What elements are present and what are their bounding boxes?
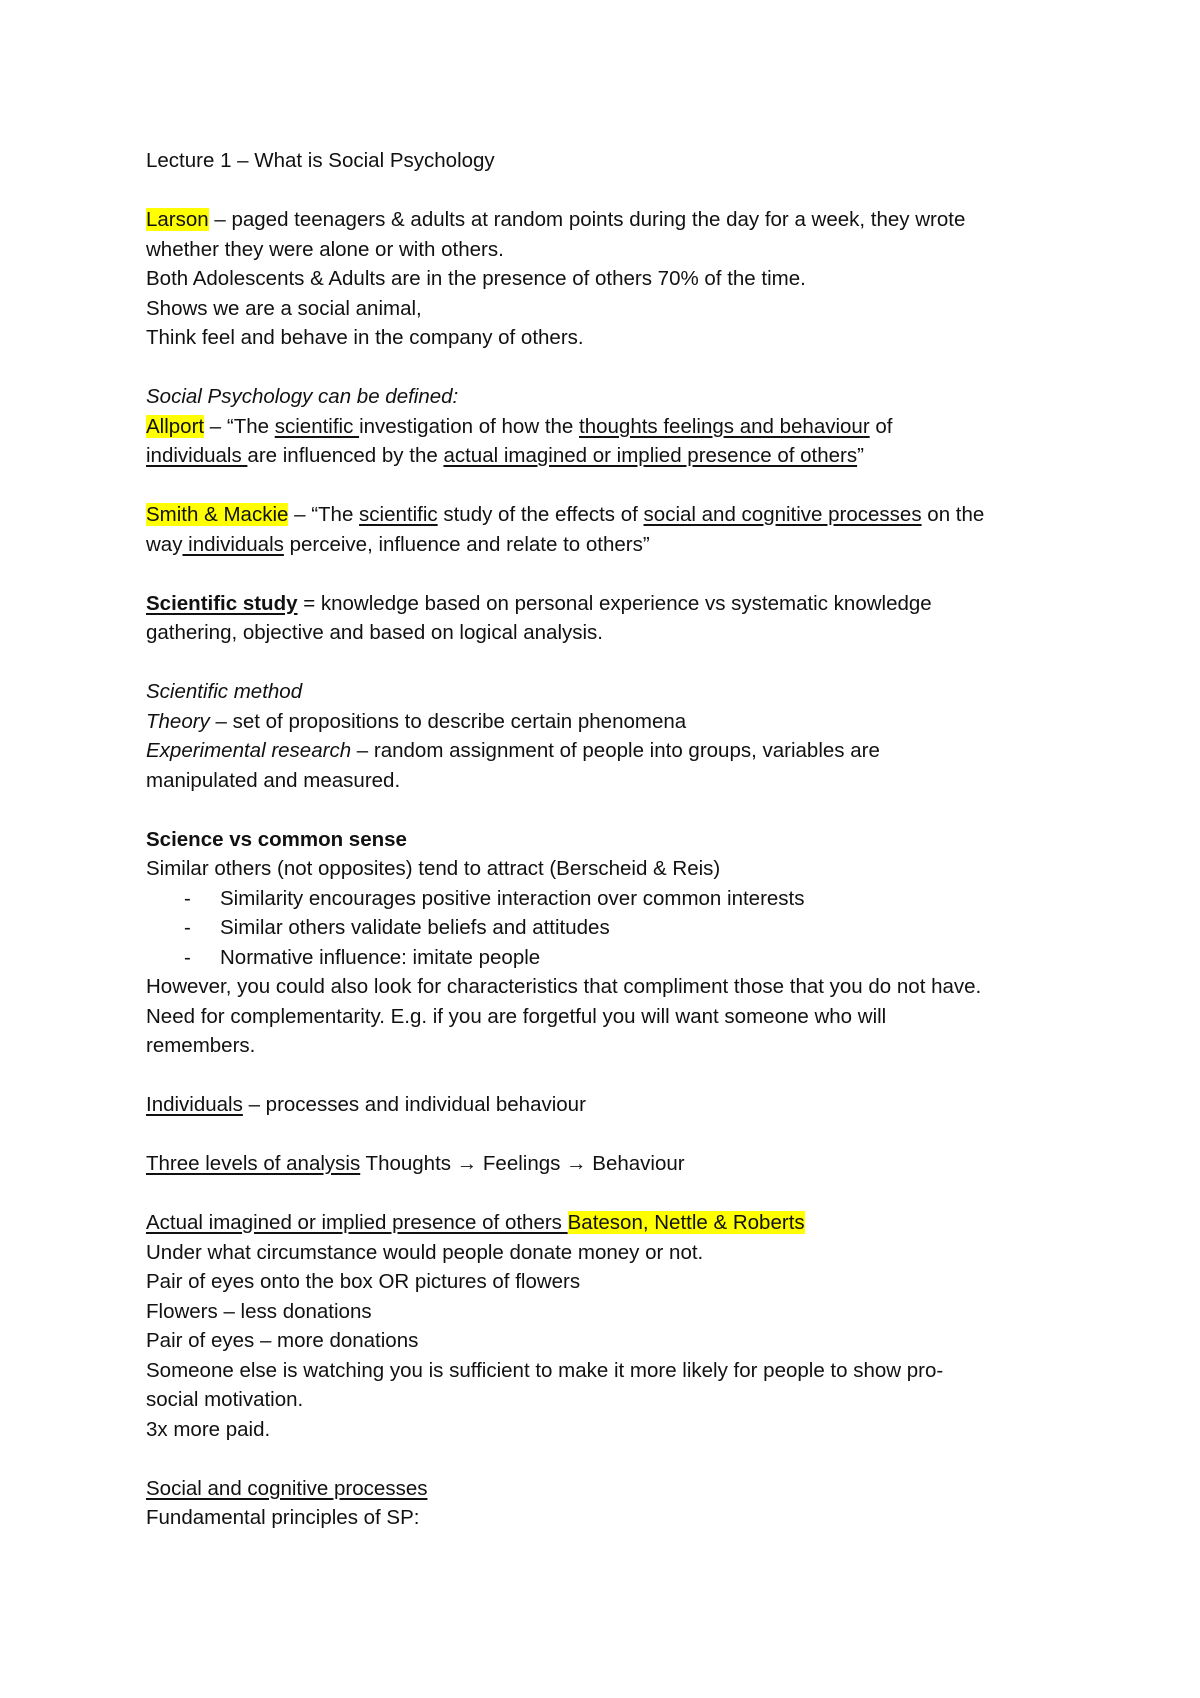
presence-line: social motivation. [146, 1388, 304, 1411]
individuals-line [146, 1090, 1086, 1120]
science-heading: Science vs common sense [146, 827, 407, 851]
processes-line-1: Fundamental principles of SP: [146, 1506, 420, 1529]
science-line-4: remembers. [146, 1034, 256, 1057]
presence-line: Under what circumstance would people donate money or not. [146, 1240, 704, 1264]
spacer [146, 353, 1086, 383]
spacer [146, 1179, 1086, 1209]
allport-underline: actual imagined or implied presence of others [443, 444, 858, 467]
list-item [146, 884, 1086, 914]
experimental-line-1 [146, 736, 1086, 766]
science-line-2: However, you could also look for characteristics that compliment those that you do not have. [146, 975, 982, 998]
spacer [146, 471, 1086, 501]
experimental-term: Experimental research [146, 739, 352, 762]
presence-line: Pair of eyes onto the box OR pictures of flowers [146, 1270, 581, 1293]
spacer [146, 1120, 1086, 1150]
science-line-3: Need for complementarity. E.g. if you are forgetful you will want someone who will [146, 1004, 887, 1028]
highlight-smith-mackie: Smith & Mackie [146, 503, 289, 526]
larson-line-5: Think feel and behave in the company of others. [146, 326, 584, 349]
allport-line-1 [146, 412, 1086, 442]
allport-underline: scientific [274, 414, 360, 438]
theory-text: – set of propositions to describe certain phenomena [209, 709, 687, 733]
levels-term: Three levels of analysis [146, 1152, 361, 1175]
method-heading: Scientific method [146, 680, 303, 703]
larson-line-1 [146, 205, 1086, 235]
list-item [146, 943, 1086, 973]
smith-text: – “The [288, 503, 360, 526]
smith-line-2 [146, 530, 1086, 560]
presence-line: Pair of eyes – more donations [146, 1329, 419, 1352]
spacer [146, 559, 1086, 589]
allport-text: investigation of how the [359, 414, 580, 438]
individuals-term: Individuals [146, 1093, 243, 1116]
highlight-bateson: Bateson, Nettle & Roberts [567, 1211, 805, 1234]
individuals-text: – processes and individual behaviour [242, 1093, 586, 1116]
levels-line [146, 1149, 1086, 1179]
theory-line [146, 707, 1086, 737]
list-item [146, 913, 1086, 943]
levels-text: Thoughts → Feelings → Behaviour [360, 1152, 685, 1175]
larson-line-3: Both Adolescents & Adults are in the presence of others 70% of the time. [146, 267, 806, 290]
spacer [146, 176, 1086, 206]
bullet-text: Similar others validate beliefs and attitudes [220, 916, 610, 939]
smith-text: study of the effects of [437, 503, 644, 526]
presence-term: Actual imagined or implied presence of others [146, 1211, 568, 1234]
bullet-dash: - [184, 916, 191, 939]
smith-underline: individuals [182, 532, 284, 556]
document-page [146, 146, 1086, 1533]
lecture-title: Lecture 1 – What is Social Psychology [146, 149, 495, 172]
larson-text: – paged teenagers & adults at random points during the day for a week, they wrote [208, 208, 966, 231]
allport-text: are influenced by the [247, 444, 444, 467]
presence-heading [146, 1208, 1086, 1238]
experimental-line-2: manipulated and measured. [146, 768, 401, 792]
spacer [146, 648, 1086, 678]
spacer [146, 795, 1086, 825]
allport-underline: thoughts feelings and behaviour [579, 414, 870, 438]
allport-text: ” [857, 444, 864, 467]
definition-heading: Social Psychology can be defined: [146, 385, 459, 408]
allport-text: – “The [204, 414, 275, 438]
smith-text: perceive, influence and relate to others” [283, 532, 650, 556]
larson-line-4: Shows we are a social animal, [146, 296, 422, 320]
processes-heading [146, 1474, 1086, 1504]
scientific-study-text: = knowledge based on personal experience vs systematic knowledge [297, 591, 932, 615]
smith-line-1 [146, 500, 1086, 530]
scientific-study-line-2: gathering, objective and based on logical analysis. [146, 621, 603, 644]
scientific-study-term: Scientific study [146, 591, 298, 615]
smith-underline: scientific [359, 503, 438, 526]
bullet-text: Similarity encourages positive interaction over common interests [220, 886, 805, 910]
bullet-dash: - [184, 886, 191, 910]
smith-underline: social and cognitive processes [643, 503, 922, 526]
highlight-allport: Allport [146, 414, 205, 438]
larson-line-2: whether they were alone or with others. [146, 237, 504, 261]
experimental-text: – random assignment of people into groups, variables are [351, 739, 880, 762]
highlight-larson: Larson [146, 208, 209, 231]
smith-text: on the [921, 503, 985, 526]
bullet-text: Normative influence: imitate people [220, 945, 541, 969]
scientific-study-line-1 [146, 589, 1086, 619]
presence-line: Someone else is watching you is sufficient to make it more likely for people to show pro- [146, 1358, 944, 1382]
smith-text: way [146, 532, 183, 556]
allport-text: of [869, 414, 893, 438]
bullet-dash: - [184, 945, 191, 969]
theory-term: Theory [146, 709, 210, 733]
presence-line: 3x more paid. [146, 1417, 271, 1441]
presence-line: Flowers – less donations [146, 1299, 372, 1323]
allport-line-2 [146, 441, 1086, 471]
allport-underline: individuals [146, 444, 248, 467]
spacer [146, 1061, 1086, 1091]
spacer [146, 1444, 1086, 1474]
science-line-1: Similar others (not opposites) tend to attract (Berscheid & Reis) [146, 857, 721, 880]
processes-term: Social and cognitive processes [146, 1476, 428, 1500]
